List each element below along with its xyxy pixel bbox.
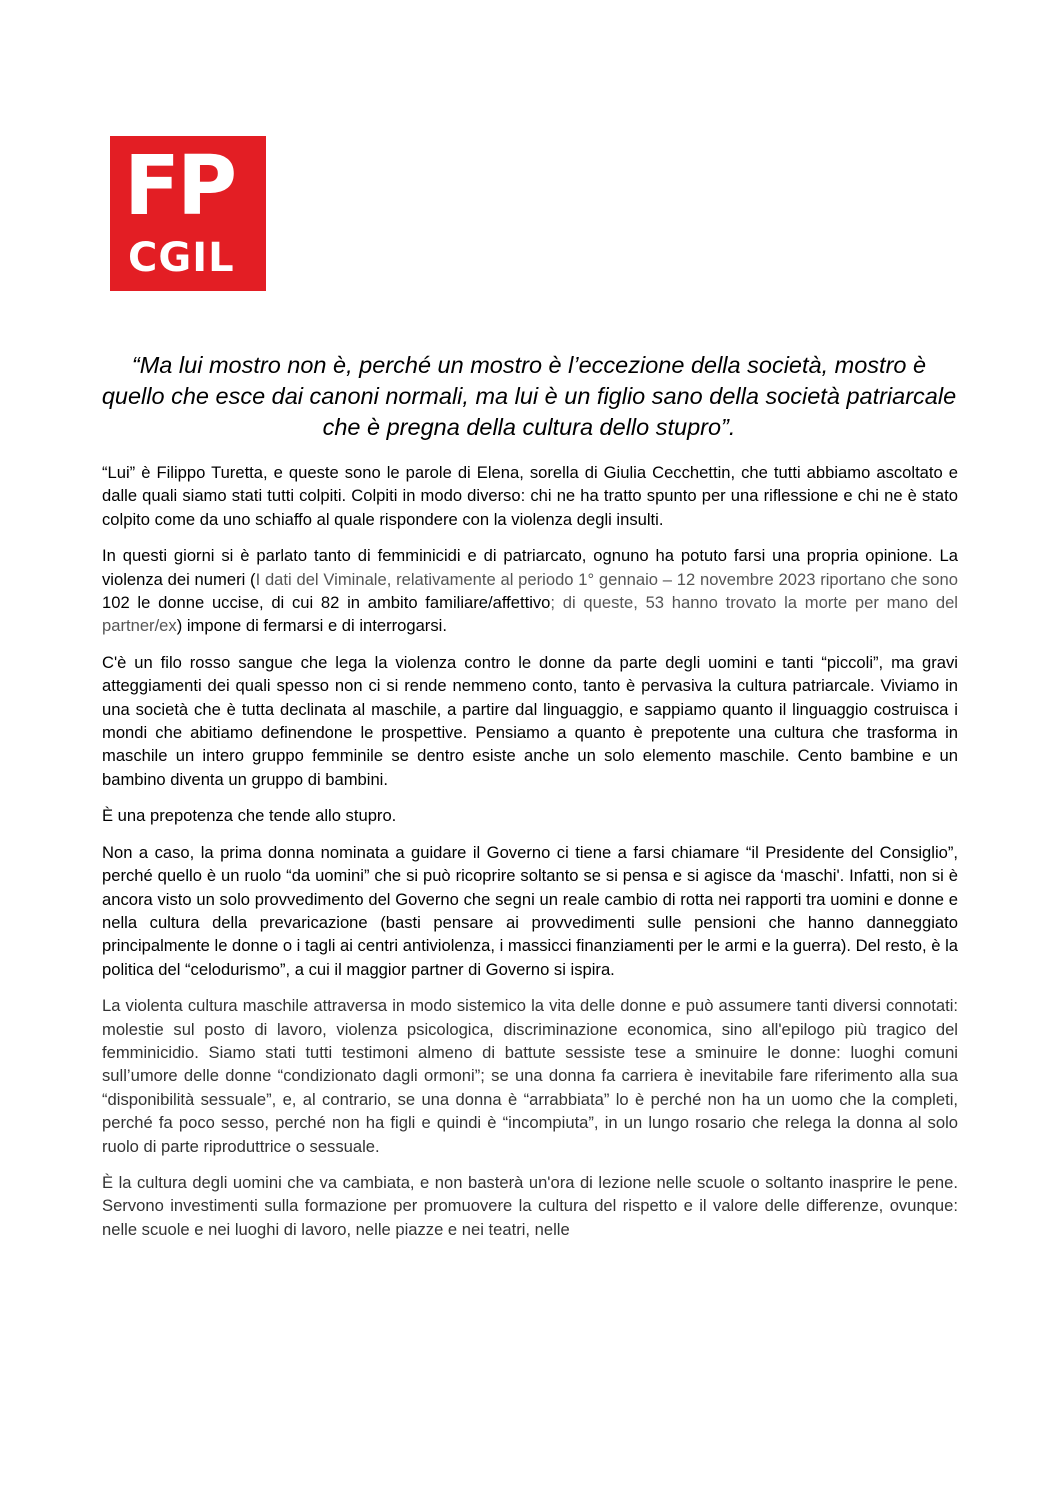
paragraph-5: Non a caso, la prima donna nominata a guidare il Governo ci tiene a farsi chiamare “il Presidente del Consiglio”, perché quello è un ruolo “da uomini” che si può ricoprire soltanto se si pensa e si agisce da ‘maschi'. Infatti, non si è ancora visto un solo provvedimento del Governo che segni un reale cambio di rotta nei rapporti tra uomini e donne e nella cultura della prevaricazione (basti pensare ai provvedimenti sulle pensioni che hanno danneggiato principalmente le donne o i tagli ai centri antiviolenza, i massicci finanziamenti per le armi e la guerra). Del resto, è la politica del “celodurismo”, a cui il maggior partner di Governo si ispira.: [102, 842, 958, 979]
fp-cgil-logo: [110, 136, 266, 291]
document-body: [102, 461, 958, 1254]
paragraph-4: È una prepotenza che tende allo stupro.: [102, 806, 397, 826]
logo-fp-text: FP: [124, 139, 235, 234]
paragraph-2-stat-main: 102 le donne uccise, di cui 82 in ambito familiare/affettivo: [102, 593, 551, 613]
opening-quote: “Ma lui mostro non è, perché un mostro è l’eccezione della società, mostro è quello che esce dai canoni normali, ma lui è un figlio sano della società patriarcale che è pregna della cultura dello stupro”.: [101, 352, 957, 440]
logo-cgil-text: CGIL: [128, 235, 235, 281]
paragraph-6: La violenta cultura maschile attraversa in modo sistemico la vita delle donne e può assumere tanti diversi connotati: molestie sul posto di lavoro, violenza psicologica, discriminazione economica, sino all'epilogo più tragico del femminicidio. Siamo stati tutti testimoni almeno di battute sessiste tese a sminuire le donne: luoghi comuni sull’umore delle donne “condizionato dagli ormoni”; se una donna fa carriera è inevitabile fare riferimento alla sua “disponibilità sessuale”, e, al contrario, se una donna è “arrabbiata” lo è perché non ha un uomo che la completi, perché fa poco sesso, perché non ha figli e quindi è “incompiuta”, in un lungo rosario che relega la donna al solo ruolo di parte riproduttrice o sessuale.: [102, 996, 958, 1156]
paragraph-2-intro: In questi giorni si è parlato tanto di femminicidi e di patriarcato, ognuno ha potuto farsi una propria opinione. La violenza dei numeri (: [102, 546, 958, 589]
paragraph-2: [102, 544, 958, 638]
paragraph-2-stat-source: I dati del Viminale, relativamente al periodo 1° gennaio – 12 novembre 2023 riportano che sono: [255, 569, 958, 589]
paragraph-2-end: ) impone di fermarsi e di interrogarsi.: [176, 616, 447, 636]
paragraph-2-stat-partner: ; di queste, 53 hanno trovato la morte per mano del partner/ex: [102, 593, 958, 636]
paragraph-7: È la cultura degli uomini che va cambiata, e non basterà un'ora di lezione nelle scuole o soltanto inasprire le pene. Servono investimenti sulla formazione per promuovere la cultura del rispetto e il valore delle differenze, ovunque: nelle scuole e nei luoghi di lavoro, nelle piazze e nei teatri, nelle: [102, 1172, 958, 1239]
paragraph-1: “Lui” è Filippo Turetta, e queste sono le parole di Elena, sorella di Giulia Cecchettin, che tutti abbiamo ascoltato e dalle quali siamo stati tutti colpiti. Colpiti in modo diverso: chi ne ha tratto spunto per una riflessione e chi ne è stato colpito come da uno schiaffo al quale rispondere con la violenza degli insulti.: [102, 463, 958, 529]
paragraph-3: C'è un filo rosso sangue che lega la violenza contro le donne da parte degli uomini e tanti “piccoli”, ma gravi atteggiamenti dei quali spesso non ci si rende nemmeno conto, tanto è pervasiva la cultura patriarcale. Viviamo in una società che è tutta declinata al maschile, a partire dal linguaggio, e sappiamo quanto il linguaggio costruisca i mondi che abitiamo definendone le prospettive. Pensiamo a quanto è prepotente una cultura che trasforma in maschile un intero gruppo femminile se dentro esiste anche un solo elemento maschile. Cento bambine e un bambino diventa un gruppo di bambini.: [102, 652, 958, 789]
